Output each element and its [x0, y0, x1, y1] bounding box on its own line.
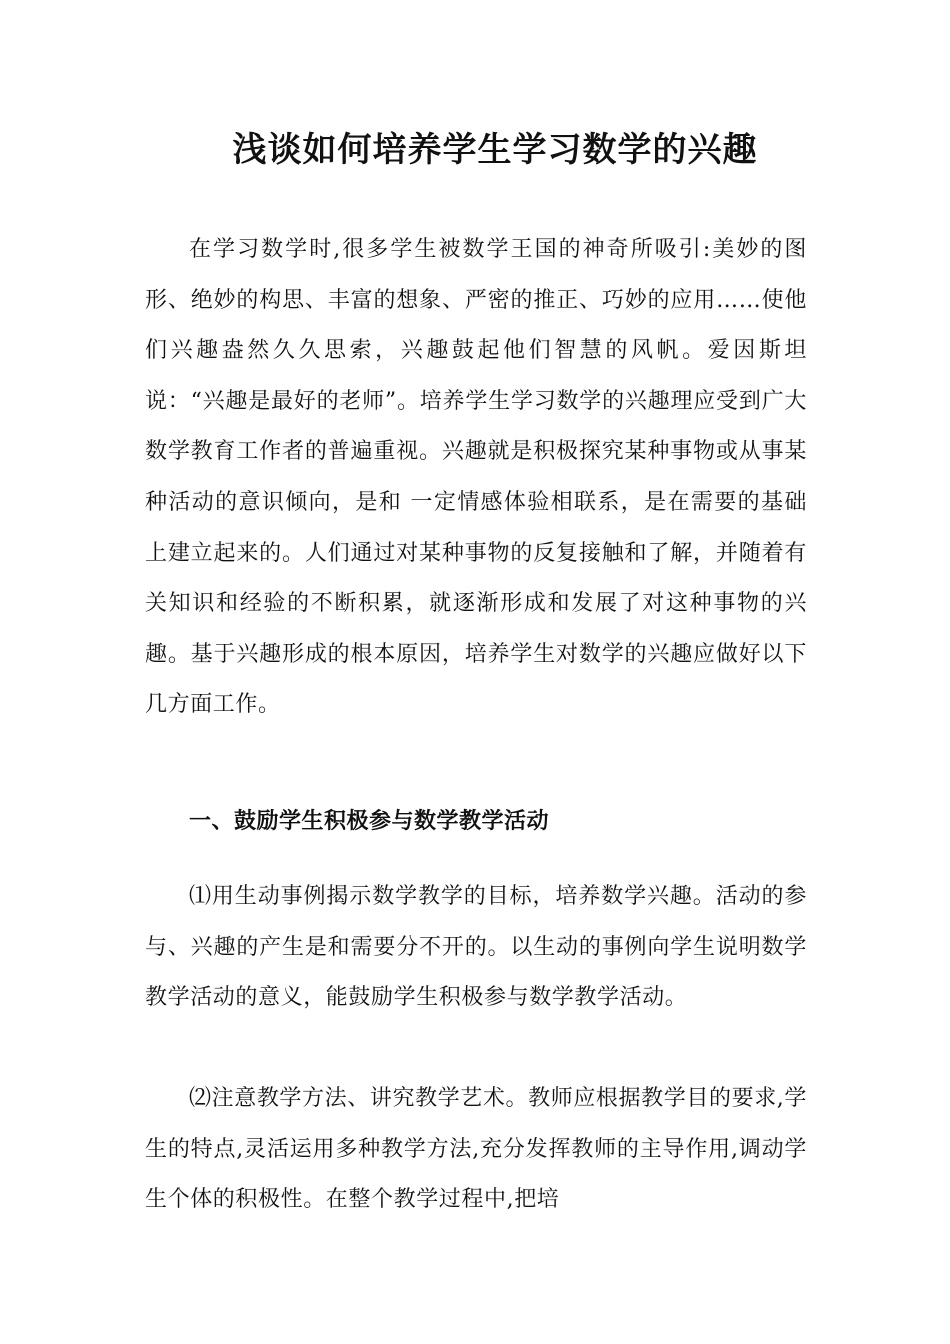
document-title: 浅谈如何培养学生学习数学的兴趣 — [232, 130, 758, 170]
list-item-1: ⑴用生动事例揭示数学教学的目标，培养数学兴趣。活动的参与、兴趣的产生是和需要分不开的。以生动的事例向学生说明数学教学活动的意义，能鼓励学生积极参与数学教学活动。 — [145, 884, 807, 1011]
intro-paragraph: 在学习数学时,很多学生被数学王国的神奇所吸引:美妙的图形、绝妙的构思、丰富的想象、严密的推正、巧妙的应用……使他们兴趣盎然久久思索，兴趣鼓起他们智慧的风帆。爱因斯坦说：“兴趣是最好的老师”。培养学生学习数学的兴趣理应受到广大数学教育工作者的普遍重视。兴趣就是积极探究某种事物或从事某种活动的意识倾向，是和 一定情感体验相联系，是在需要的基础上建立起来的。人们通过对某种事物的反复接触和了解，并随着有关知识和经验的不断积累，就逐渐形成和发展了对这种事物的兴趣。基于兴趣形成的根本原因，培养学生对数学的兴趣应做好以下几方面工作。 — [145, 237, 807, 718]
section-heading-1: 一、鼓励学生积极参与数学教学活动 — [189, 809, 550, 834]
list-item-2: ⑵注意教学方法、讲究教学艺术。教师应根据教学目的要求,学生的特点,灵活运用多种教学方法,充分发挥教师的主导作用,调动学生个体的积极性。在整个教学过程中,把培 — [145, 1086, 807, 1213]
